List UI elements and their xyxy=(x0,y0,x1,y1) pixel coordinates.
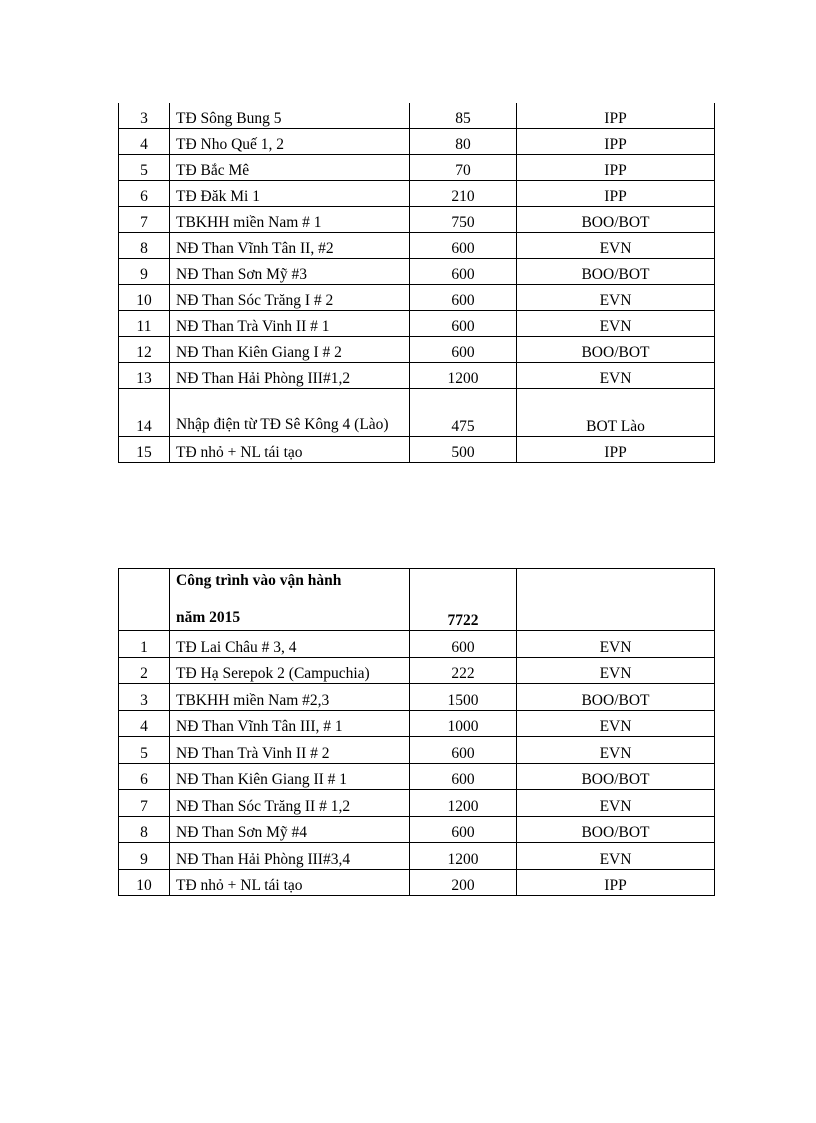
capacity-mw: 1200 xyxy=(410,790,517,817)
row-number: 2 xyxy=(119,657,170,684)
row-number: 8 xyxy=(119,233,170,259)
project-name: NĐ Than Vĩnh Tân II, #2 xyxy=(170,233,410,259)
header-empty-cell xyxy=(517,569,715,631)
table-row xyxy=(119,710,715,737)
table-row xyxy=(119,763,715,790)
investor-type: EVN xyxy=(517,737,715,764)
table-row xyxy=(119,155,715,181)
table-row xyxy=(119,129,715,155)
investor-type: EVN xyxy=(517,710,715,737)
header-title-line1: Công trình vào vận hành xyxy=(176,572,342,589)
project-name: TĐ Bắc Mê xyxy=(170,155,410,181)
project-name: NĐ Than Sơn Mỹ #3 xyxy=(170,259,410,285)
project-name: TBKHH miền Nam # 1 xyxy=(170,207,410,233)
row-number: 9 xyxy=(119,843,170,870)
table-row xyxy=(119,631,715,658)
investor-type: IPP xyxy=(517,129,715,155)
table-row xyxy=(119,869,715,896)
header-title-line2: năm 2015 xyxy=(176,609,241,626)
project-name: TĐ Hạ Serepok 2 (Campuchia) xyxy=(170,657,410,684)
investor-type: EVN xyxy=(517,311,715,337)
project-name: TĐ Đăk Mi 1 xyxy=(170,181,410,207)
capacity-mw: 85 xyxy=(410,103,517,129)
row-number: 5 xyxy=(119,737,170,764)
row-number: 15 xyxy=(119,437,170,463)
project-name: NĐ Than Vĩnh Tân III, # 1 xyxy=(170,710,410,737)
capacity-mw: 600 xyxy=(410,631,517,658)
capacity-mw: 222 xyxy=(410,657,517,684)
row-number: 1 xyxy=(119,631,170,658)
row-number: 13 xyxy=(119,363,170,389)
capacity-mw: 1200 xyxy=(410,843,517,870)
investor-type: BOO/BOT xyxy=(517,816,715,843)
table-row xyxy=(119,233,715,259)
project-name: NĐ Than Hải Phòng III#1,2 xyxy=(170,363,410,389)
table-row xyxy=(119,843,715,870)
project-name: NĐ Than Hải Phòng III#3,4 xyxy=(170,843,410,870)
table-row xyxy=(119,737,715,764)
project-name: NĐ Than Sơn Mỹ #4 xyxy=(170,816,410,843)
capacity-mw: 600 xyxy=(410,337,517,363)
project-name: NĐ Than Kiên Giang II # 1 xyxy=(170,763,410,790)
row-number: 14 xyxy=(119,389,170,437)
row-number: 7 xyxy=(119,207,170,233)
investor-type: IPP xyxy=(517,437,715,463)
investor-type: IPP xyxy=(517,155,715,181)
capacity-mw: 600 xyxy=(410,285,517,311)
header-total-mw: 7722 xyxy=(410,569,517,631)
investor-type: BOO/BOT xyxy=(517,763,715,790)
power-projects-table-continued xyxy=(118,103,715,463)
investor-type: BOO/BOT xyxy=(517,684,715,711)
table-row xyxy=(119,311,715,337)
investor-type: EVN xyxy=(517,843,715,870)
table-header-row xyxy=(119,569,715,631)
row-number: 9 xyxy=(119,259,170,285)
table-row xyxy=(119,103,715,129)
table-row xyxy=(119,657,715,684)
row-number: 12 xyxy=(119,337,170,363)
project-name: TĐ nhỏ + NL tái tạo xyxy=(170,437,410,463)
row-number: 8 xyxy=(119,816,170,843)
project-name: TĐ Sông Bung 5 xyxy=(170,103,410,129)
capacity-mw: 600 xyxy=(410,259,517,285)
table-row xyxy=(119,684,715,711)
header-title xyxy=(170,569,410,631)
investor-type: BOO/BOT xyxy=(517,207,715,233)
investor-type: EVN xyxy=(517,790,715,817)
capacity-mw: 200 xyxy=(410,869,517,896)
table-row xyxy=(119,389,715,437)
row-number: 4 xyxy=(119,129,170,155)
project-name: Nhập điện từ TĐ Sê Kông 4 (Lào) xyxy=(170,389,410,437)
row-number: 3 xyxy=(119,684,170,711)
investor-type: BOO/BOT xyxy=(517,337,715,363)
table-row xyxy=(119,337,715,363)
table-row xyxy=(119,790,715,817)
header-empty-cell xyxy=(119,569,170,631)
row-number: 10 xyxy=(119,869,170,896)
project-name: NĐ Than Trà Vinh II # 1 xyxy=(170,311,410,337)
investor-type: EVN xyxy=(517,363,715,389)
capacity-mw: 600 xyxy=(410,311,517,337)
capacity-mw: 1000 xyxy=(410,710,517,737)
investor-type: IPP xyxy=(517,181,715,207)
row-number: 6 xyxy=(119,763,170,790)
capacity-mw: 600 xyxy=(410,737,517,764)
table-row xyxy=(119,363,715,389)
table-row xyxy=(119,816,715,843)
row-number: 11 xyxy=(119,311,170,337)
project-name: NĐ Than Sóc Trăng II # 1,2 xyxy=(170,790,410,817)
investor-type: IPP xyxy=(517,869,715,896)
project-name: NĐ Than Trà Vinh II # 2 xyxy=(170,737,410,764)
project-name: TBKHH miền Nam #2,3 xyxy=(170,684,410,711)
investor-type: BOO/BOT xyxy=(517,259,715,285)
row-number: 10 xyxy=(119,285,170,311)
capacity-mw: 210 xyxy=(410,181,517,207)
project-name: NĐ Than Kiên Giang I # 2 xyxy=(170,337,410,363)
capacity-mw: 750 xyxy=(410,207,517,233)
table-row xyxy=(119,285,715,311)
project-name: TĐ Nho Quế 1, 2 xyxy=(170,129,410,155)
capacity-mw: 475 xyxy=(410,389,517,437)
capacity-mw: 600 xyxy=(410,816,517,843)
capacity-mw: 80 xyxy=(410,129,517,155)
investor-type: EVN xyxy=(517,657,715,684)
table-row xyxy=(119,259,715,285)
table-row xyxy=(119,207,715,233)
investor-type: BOT Lào xyxy=(517,389,715,437)
capacity-mw: 70 xyxy=(410,155,517,181)
capacity-mw: 1200 xyxy=(410,363,517,389)
project-name: TĐ nhỏ + NL tái tạo xyxy=(170,869,410,896)
projects-2015-table xyxy=(118,568,715,896)
row-number: 3 xyxy=(119,103,170,129)
capacity-mw: 500 xyxy=(410,437,517,463)
capacity-mw: 600 xyxy=(410,763,517,790)
row-number: 4 xyxy=(119,710,170,737)
investor-type: IPP xyxy=(517,103,715,129)
project-name: TĐ Lai Châu # 3, 4 xyxy=(170,631,410,658)
investor-type: EVN xyxy=(517,233,715,259)
investor-type: EVN xyxy=(517,631,715,658)
table-row xyxy=(119,181,715,207)
row-number: 7 xyxy=(119,790,170,817)
row-number: 5 xyxy=(119,155,170,181)
investor-type: EVN xyxy=(517,285,715,311)
project-name: NĐ Than Sóc Trăng I # 2 xyxy=(170,285,410,311)
capacity-mw: 1500 xyxy=(410,684,517,711)
row-number: 6 xyxy=(119,181,170,207)
table-row xyxy=(119,437,715,463)
capacity-mw: 600 xyxy=(410,233,517,259)
